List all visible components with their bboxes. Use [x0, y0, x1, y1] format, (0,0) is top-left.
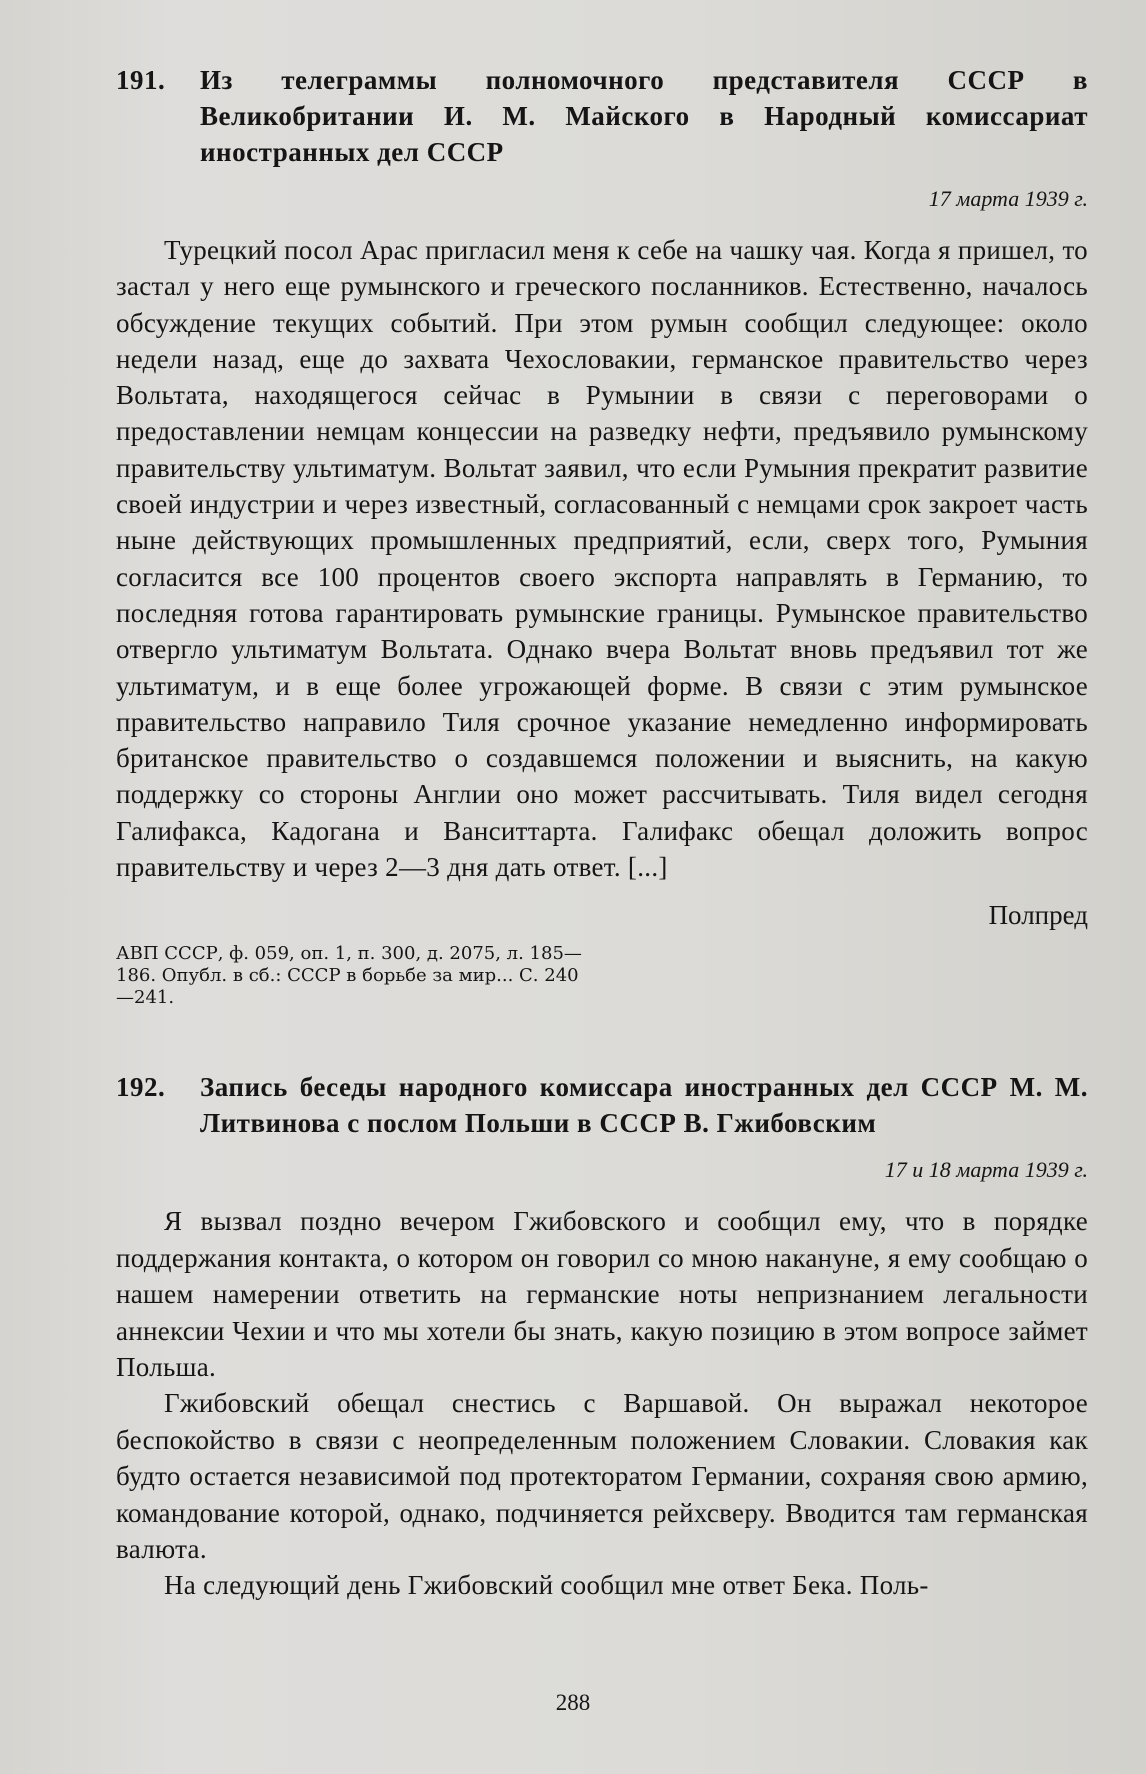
- document-body: [116, 1203, 1088, 1603]
- signature: Полпред: [988, 900, 1088, 931]
- page-number: 288: [555, 1690, 591, 1715]
- document-title: Из телеграммы полномочного представителя СССР в Великобритании И. М. Майского в Народный комиссариат иностранных дел СССР: [200, 65, 1088, 167]
- document-191: [116, 62, 1088, 1009]
- paragraph: Турецкий посол Арас пригласил меня к себе на чашку чая. Когда я пришел, то застал у него еще румынского и греческого посланников. Естественно, началось обсуждение текущих событий. При этом румын сообщил следующее: около недели назад, еще до захвата Чехословакии, германское правительство через Вольтата, находящегося сейчас в Румынии в связи с переговорами о предоставлении немцам концессии на разведку нефти, предъявило румынскому правительству ультиматум. Вольтат заявил, что если Румыния прекратит развитие своей индустрии и через известный, согласованный с немцами срок закроет часть ныне действующих промышленных предприятий, если, сверх того, Румыния согласится все 100 процентов своего экспорта направлять в Германию, то последняя готова гарантировать румынские границы. Румынское правительство отвергло ультиматум Вольтата. Однако вчера Вольтат вновь предъявил тот же ультиматум, и в еще более угрожающей форме. В связи с этим румынское правительство направило Тиля срочное указание немедленно информировать британское правительство о создавшемся положении и выяснить, на какую поддержку со стороны Англии оно может рассчитывать. Тиля видел сегодня Галифакса, Кадогана и Ванситтарта. Галифакс обещал доложить вопрос правительству и через 2—3 дня дать ответ. [...]: [116, 235, 1088, 883]
- document-body: [116, 232, 1088, 885]
- document-number: 191.: [116, 65, 166, 95]
- document-192: [116, 1069, 1088, 1603]
- paragraph: На следующий день Гжибовский сообщил мне ответ Бека. Поль-: [164, 1570, 929, 1601]
- paragraph: Гжибовский обещал снестись с Варшавой. Он выражал некоторое беспокойство в связи с неопределенным положением Словакии. Словакия как будто остается независимой под протекторатом Германии, сохраняя свою армию, командование которой, однако, подчиняется рейхсверу. Вводится там германская валюта.: [116, 1388, 1088, 1564]
- document-date: 17 и 18 марта 1939 г.: [884, 1157, 1088, 1183]
- archive-source: АВП СССР, ф. 059, оп. 1, п. 300, д. 2075, л. 185—186. Опубл. в сб.: СССР в борьбе за мир... С. 240—241.: [116, 943, 582, 1009]
- paragraph: Я вызвал поздно вечером Гжибовского и сообщил ему, что в порядке поддержания контакта, о котором он говорил со мною накануне, я ему сообщаю о нашем намерении ответить на германские ноты непризнанием легальности аннексии Чехии и что мы хотели бы знать, какую позицию в этом вопросе займет Польша.: [116, 1206, 1088, 1382]
- document-heading: [116, 1069, 1088, 1141]
- document-date: 17 марта 1939 г.: [928, 186, 1088, 211]
- document-title: Запись беседы народного комиссара иностранных дел СССР М. М. Литвинова с послом Польши в СССР В. Гжибовским: [200, 1072, 1088, 1139]
- document-heading: [116, 62, 1088, 170]
- document-number: 192.: [116, 1072, 166, 1103]
- page-content: [116, 62, 1088, 1604]
